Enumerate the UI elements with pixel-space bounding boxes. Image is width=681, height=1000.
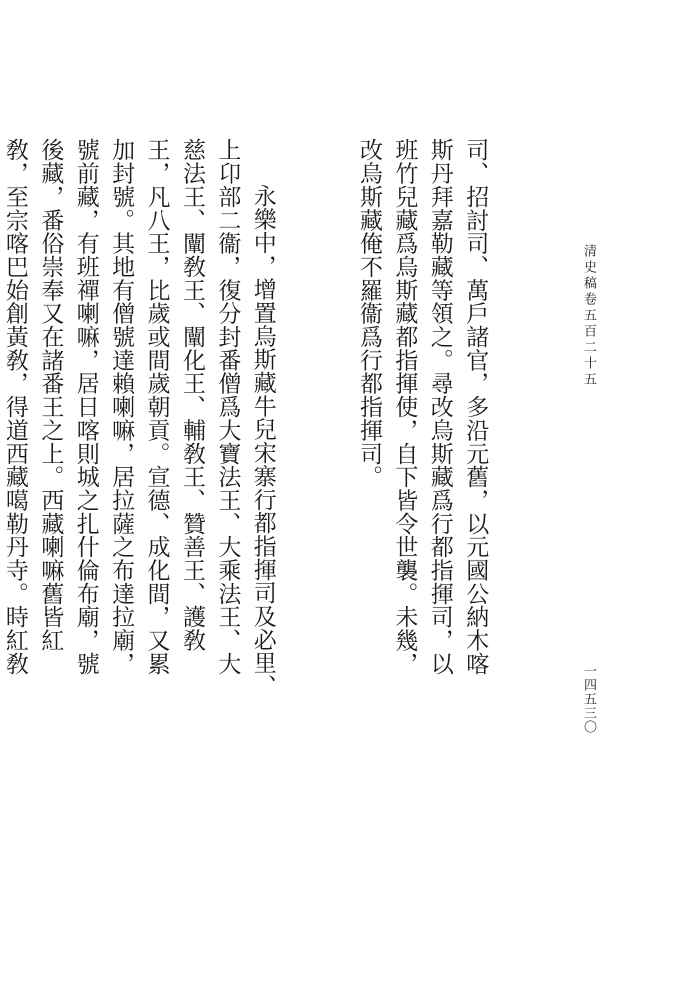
page-number: 一四五三〇 [581, 664, 596, 734]
paragraph: 永樂中，增置烏斯藏牛兒宋寨行都指揮司及必里、上卬部二衞，復分封番僧爲大寶法王、大乘法王、大慈法王、闡敎王、闡化王、輔敎王、贊善王、護敎王，凡八王，比歲或間歲朝貢。宣德、成化間，又累加封號。其地有僧號達賴喇嘛，居拉薩之布達拉廟，號前藏，有班禪喇嘛，居日喀則城之扎什倫布廟，號後藏，番俗崇奉又在諸番王之上。西藏喇嘛舊皆紅敎，至宗喀巴始創黃敎，得道西藏噶勒丹寺。時紅敎 [1, 138, 276, 698]
paragraph: 司、招討司、萬戶諸官，多沿元舊，以元國公納木喀斯丹拜嘉勒藏等領之。尋改烏斯藏爲行都指揮司，以班竹兒藏爲烏斯藏都指揮使，自下皆令世襲。未幾，改烏斯藏俺不羅衞爲行都指揮司。 [355, 138, 489, 676]
body-text [0, 138, 563, 698]
running-title: 清史稿卷五百二十五 [581, 244, 596, 388]
